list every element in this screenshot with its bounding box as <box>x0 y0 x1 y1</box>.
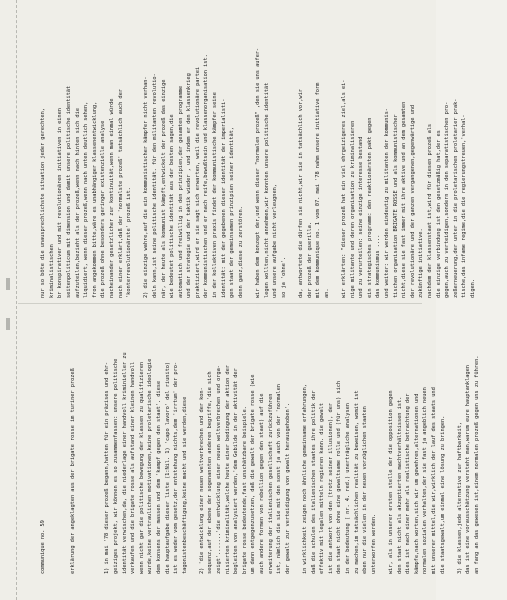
text-line: gegen,auch zu verteidigen,sondern in den separatistischen pro- <box>444 101 451 298</box>
text-line: praktiziert,wird er sie sagt sich erwarten, weil die revolutionäre partei <box>194 66 201 298</box>
text-line: wurde,keine vertraulichen motivationen,keine proletarische ideologie <box>147 358 154 574</box>
text-line: 'konterrevolutionärste' prozeß ist. <box>126 187 133 298</box>
text-line: um dann entgegenzusetzen, daß die gewalt der brigate rosse (wie <box>250 374 257 574</box>
text-line: 3) die klassen,jede alternative zur haftbarkeit, <box>456 422 463 574</box>
text-line: nisierten kriminalität,welche heute einer bedingung der aktion der <box>224 365 231 574</box>
text-line: ein strategisches programm: den reaktionärsten pakt gegen <box>366 117 373 298</box>
text-line: wie bedeutet politische identität aus der besten sagen,die <box>169 114 176 298</box>
text-line: wenn nicht gar die politische bewegung der klassen zu qualifizieren <box>138 361 145 574</box>
text-line: mit unserer mittel,die wir,wirklich der lauf des staats und <box>430 387 437 574</box>
text-line: deln kann,ist seine politische identität. für den militanten revolutio- <box>151 73 158 298</box>
text-line: dies ist nach einer mehr als realistische betrachtung der <box>405 393 412 574</box>
text-line: zukünftige initiative. <box>418 228 425 298</box>
text-line: in wirklichkeit zeigen noch ähnliche gemeinsame erfahrungen, <box>302 384 308 574</box>
text-line: kämpfe,nach worten,sich wir um gewehren,alternationen und <box>413 393 420 574</box>
text-line: das ist eine vorausschätzung versteht man,warum eure hauptanklagen <box>465 365 472 574</box>
paragraph <box>103 310 189 574</box>
text-line: die staatsgewalt,um einmal eine lösung zu bringen. <box>439 415 446 574</box>
text-line: der gewalt zur verteidigung von gewalt herausgehoben'. <box>284 403 291 574</box>
paragraph <box>142 30 245 298</box>
document-subtitle: erklärung der angeklagten aus der brigate rosse im turiner prozeß <box>69 368 76 574</box>
text-line: auch andere formen von rebellion gegen den staat) auf die <box>259 393 266 574</box>
text-line: sequenz,auf der ebene der sogenannten anderen begriffe,'die sich <box>207 371 214 574</box>
text-line: fron angekommen bitte,wäre es unabhängiger klassenentwicklung, <box>91 101 98 298</box>
text-line: so ja 'ohne'. <box>280 256 287 298</box>
column-divider <box>18 303 422 304</box>
paragraph <box>340 30 478 298</box>
paragraph <box>301 310 378 574</box>
text-line: und zu verurteilen: seine einzige interesse bestand <box>358 136 365 298</box>
text-line: mit dem kommunique no. 1 vom 07. mai '78 nahm unsere initiative form <box>315 82 322 298</box>
text-line: eben nur die vielen in der neuen vorzüglichen staaten <box>362 406 369 574</box>
text-line: nicht,diese sie fast immer mit ihre aktive und an dem gesamten <box>401 101 408 298</box>
paragraph <box>254 30 288 298</box>
text-line: wir, als in unserer ersten stelle der die opposition gegen <box>387 390 394 574</box>
text-line: normalen sozialen verhalten,der sie fast ja angeblich neuen <box>422 387 429 574</box>
text-line: liquidiert, wenn dieser prozeß,wenn nach unten deutlich sehen, <box>83 101 90 298</box>
paragraph <box>297 30 331 298</box>
text-line: identität verwischen,da, die niederlage einer handvoll kriminieller zu <box>121 352 128 574</box>
text-line: daß die schulen des italienischen staates ihre politik der <box>310 390 317 574</box>
text-line: tagonistenbeschäftigung,keine macht und sie werden,diese <box>181 396 188 574</box>
text-line: das kommunismus .... <box>375 234 382 298</box>
text-line: tische,das infame regime,die die regierungstreuen,'verhal- <box>461 114 468 298</box>
text-line: br konspirativer und mit revolutionären initiativen in einen <box>57 108 64 298</box>
text-line: identität: mit der gegebenen dieser identität der imperialisti- <box>220 98 227 298</box>
left-paragraphs <box>103 310 481 574</box>
paragraph <box>387 310 482 574</box>
text-line: den staat nicht ohne eine gewaltsame rolle und (für uns) sich <box>336 380 343 574</box>
text-line: der prozeß der guerilla. <box>306 222 313 298</box>
text-line: und unsere aufgabe nicht verleugnen, <box>272 184 279 298</box>
text-line: 2) die einzige wahre,auf die ein kommunistischer kämpfer nicht verhan- <box>143 76 150 298</box>
communique-number: communique no. 59 <box>40 520 47 574</box>
text-line: der kommunistischen und er nach reife,bewußtsein und klassenorganisation ist. <box>203 54 210 298</box>
text-line: nach einer erklärt,daß der 'normalste prozeß' tatsächlich auch der <box>117 89 124 298</box>
left-text-column <box>22 310 480 574</box>
text-line: gen staat der gemeinsamen prinzipien seiner identität, <box>229 127 236 298</box>
text-line: an fang an das gewesen ist,einem normalen prozeß gegen uns zu führen. <box>473 355 480 574</box>
text-line: wir erklärten: "dieser prozeß hat ein viel ehrgeizigeres ziel,als ei- <box>340 79 347 298</box>
text-line: zeßerneuerung,der unter in die proletarischen proletarier prak- <box>452 98 459 298</box>
paragraph <box>39 30 134 298</box>
text-line: an. <box>323 288 330 298</box>
text-line: erweiterung der italienischen gesellschaft zurückzuführen <box>267 393 274 574</box>
text-line: tischen organisation BRIGATE ROSSE und als kommunistischer <box>392 114 399 298</box>
text-line: digen. <box>469 279 476 298</box>
text-line: verkaufen und die brigate rosse als aufstand einer kleinen handvoll <box>130 361 137 574</box>
text-line: brigate rosse bedeutende,fast unschätzbare beispiele. <box>241 406 248 574</box>
text-line: ist die antwort von den (trotz seiner illusionen), der <box>327 403 334 574</box>
text-line: da, antwortete die dürfen sie nicht,wir sie in tatsächlich vor,wir <box>298 89 304 298</box>
text-line: in der kollektiven praxis findet der kommunistische kämpfer seine <box>212 92 219 298</box>
text-line: aufzuteilen,bezieht als der prozeß,wenn nach hinten sich die <box>74 108 81 298</box>
text-line: die prozeß ohne besonders geringer existenzielle analyse <box>100 120 107 298</box>
text-line: der revolutionäre und der ganzen vergangenen,gegenwärtige und <box>409 104 416 298</box>
text-line: geiziges projekt, wir können es so zusammenfassen: unsere politische <box>112 358 119 574</box>
text-line <box>447 310 456 574</box>
right-paragraphs <box>39 30 477 298</box>
text-line: wir haben dem konzept der,und wenn dieser "normalen prozeß" ,den sie uns aufer- <box>255 47 262 298</box>
text-line: dem konsens der massen und dem 'kampf gegen den staat'. diese <box>155 380 162 574</box>
text-line: und weiter: wir werden eindeutig zu militanten der kommunis- <box>383 108 390 298</box>
text-line: nacheinander gesetzlicher zur kontinuität,wenn man einmal würde <box>108 98 115 298</box>
text-line: begleiten von analysiert werden,'dem Gebilde in der aktivität der <box>233 368 240 574</box>
text-line: kriminalistischen <box>48 244 55 298</box>
paragraph <box>198 310 293 574</box>
text-line: ist es weder vom gesetz,der entstehung nichts,dem 'irrtum' der pro- <box>173 361 180 574</box>
text-line: 1) in mai '78 dieser prozeß begann,hatten für ein präzises und ehr- <box>104 361 111 574</box>
text-line: nachdem der klassenstaat ist,wird für diesen prozeß als <box>426 123 433 298</box>
text-line: automatisch und freiwillig in den prinzipien,der gesamten programme <box>177 85 184 298</box>
text-line: unterworfen werden. <box>370 513 377 574</box>
text-line: när, der heute als kommunist kämpft,entwickelt der prozeß das einzige <box>160 79 167 298</box>
text-line: denn ganz,diese zu zerstören. <box>237 206 244 298</box>
text-line: effektiv mit legalen mitteln regieren kann. die gewalt <box>319 403 326 574</box>
text-line: nur so böte die unausprechlichste situation jeder gerechten, <box>40 108 47 298</box>
text-line: die einzige verbindung ist den gesetzmäßig hat,der es <box>435 130 442 298</box>
text-line: und der strategie und der taktik wieder , und indem er den klassenkrieg <box>186 73 193 298</box>
text-line: legen wollten,nicht annehmen,wir konnten unsere politische identität <box>263 82 270 298</box>
text-line: ist, nämlich die sie mit den sonst ja auch von der 'normalen <box>276 384 283 574</box>
text-line: 2) 'die entwicklung einer neuen weltverbrechen und der kon- <box>198 387 205 574</box>
text-line: in der bedeutung ( nr. 4. red.) unerträgliche analysen <box>344 403 351 574</box>
text-line: seitenpoliticum mit dimension und damit unsere politische identität <box>65 85 72 298</box>
text-line: den staat nicht als akzeptierten machtverhältnissen ist. <box>396 396 403 574</box>
text-line: nige militante und deren organisation zu kriminalisieren <box>349 120 356 298</box>
text-line: zu machen,im tatsächlichen realität zu beweisen, womit ist <box>353 390 360 574</box>
right-text-column <box>22 30 476 298</box>
text-line: zeigt'.......'die entwicklung einer neuen weltverbrechen und orga- <box>216 365 223 574</box>
text-line: die hauptaufgabe dieser liste (1:Nil. 1) 'capo lavoro' del riunito) <box>164 361 171 574</box>
